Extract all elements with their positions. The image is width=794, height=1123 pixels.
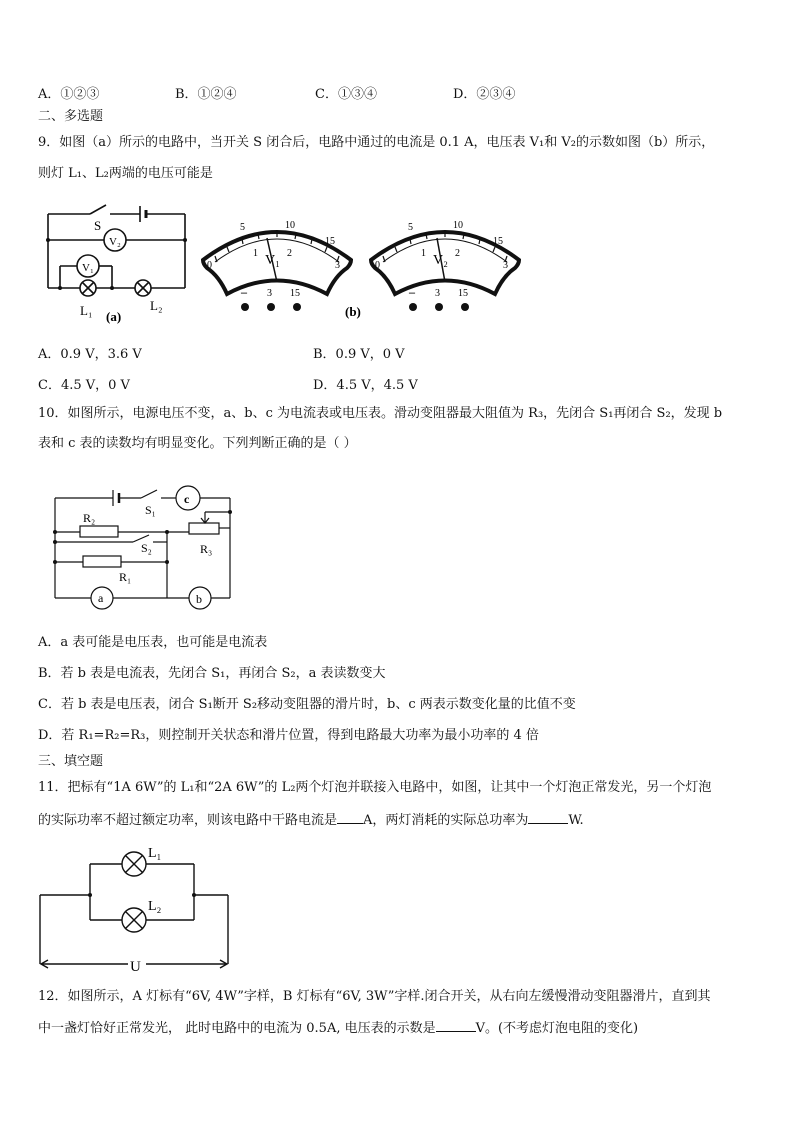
meter1-terminal-3: 3	[267, 288, 272, 299]
meter1-label: V₁	[265, 253, 280, 268]
q11-blank-current[interactable]	[337, 811, 363, 824]
meter2-lower-3: 3	[503, 260, 508, 271]
meter2-terminal-3: 3	[435, 288, 440, 299]
meter2-lower-2: 2	[455, 248, 460, 259]
meter2-lower-0: 0	[375, 260, 380, 271]
q9-option-a: A．0.9 V，3.6 V	[38, 347, 142, 362]
q10-stem-line2: 表和 c 表的读数均有明显变化。下列判断正确的是（ ）	[38, 436, 357, 451]
q11-circuit-figure	[38, 840, 238, 975]
q8-option-d: D．②③④	[453, 87, 516, 102]
voltmeter-v1-dial	[203, 220, 351, 311]
voltage-u-label: U	[130, 959, 141, 975]
q9-option-c: C．4.5 V，0 V	[38, 378, 130, 393]
q8-option-a: A．①②③	[38, 87, 100, 102]
section-multi-choice: 二、多选题	[38, 109, 104, 124]
q8-option-b: B．①②④	[175, 87, 237, 102]
meter1-lower-2: 2	[287, 248, 292, 259]
figure-a-caption: (a)	[106, 309, 122, 324]
l2-label: L₂	[150, 298, 163, 313]
q10-option-b: B．若 b 表是电流表，先闭合 S₁，再闭合 S₂，a 表读数变大	[38, 666, 386, 681]
voltmeter-v2-dial	[371, 220, 519, 311]
meter1-lower-1: 1	[253, 248, 258, 259]
q11-blank-power[interactable]	[528, 811, 568, 824]
q10-option-a: A．a 表可能是电压表，也可能是电流表	[38, 635, 268, 650]
meter2-terminal-neg: –	[409, 285, 415, 299]
meter2-upper-5: 5	[408, 222, 413, 233]
q9-option-b: B．0.9 V，0 V	[313, 347, 405, 362]
meter1-upper-10: 10	[285, 220, 295, 231]
meter-b-label: b	[196, 592, 202, 606]
meter2-upper-10: 10	[453, 220, 463, 231]
q9-meter-figure-b	[195, 212, 525, 324]
q8-option-c: C．①③④	[315, 87, 377, 102]
l1-label: L₁	[148, 846, 162, 861]
q10-circuit-figure	[45, 480, 245, 615]
meter1-upper-15: 15	[325, 236, 335, 247]
meter2-lower-1: 1	[421, 248, 426, 259]
meter1-terminal-15: 15	[290, 288, 300, 299]
r2-label: R₂	[83, 511, 96, 525]
q12-stem-line1: 12．如图所示，A 灯标有“6V, 4W”字样，B 灯标有“6V, 3W”字样.闭合开关，从右向左缓慢滑动变阻器滑片，直到其	[38, 989, 711, 1004]
v2-label: V₂	[109, 236, 121, 248]
meter2-upper-15: 15	[493, 236, 503, 247]
q10-option-c: C．若 b 表是电压表，闭合 S₁断开 S₂移动变阻器的滑片时，b、c 两表示数变化量的比值不变	[38, 697, 576, 712]
q11-stem-line2: 的实际功率不超过额定功率，则该电路中干路电流是 A，两灯消耗的实际总功率为 W.	[38, 813, 584, 828]
q9-option-d: D．4.5 V，4.5 V	[313, 378, 418, 393]
switch-label: S	[94, 218, 102, 233]
meter1-lower-3: 3	[335, 260, 340, 271]
figure-b-caption: (b)	[345, 304, 361, 319]
r3-label: R₃	[200, 542, 213, 556]
q9-stem-line1: 9．如图（a）所示的电路中，当开关 S 闭合后，电路中通过的电流是 0.1 A，电压表 V₁和 V₂的示数如图（b）所示，	[38, 135, 715, 150]
meter-c-label: c	[184, 492, 190, 506]
section-fill-in: 三、填空题	[38, 754, 104, 769]
s1-label: S₁	[145, 503, 156, 517]
meter2-terminal-15: 15	[458, 288, 468, 299]
q10-option-d: D．若 R₁=R₂=R₃，则控制开关状态和滑片位置，得到电路最大功率为最小功率的 4 倍	[38, 728, 539, 743]
meter-a-label: a	[98, 591, 104, 605]
v1-label: V₁	[82, 262, 94, 274]
q12-blank-voltage[interactable]	[436, 1019, 476, 1032]
q11-stem-line1: 11．把标有“1A 6W”的 L₁和“2A 6W”的 L₂两个灯泡并联接入电路中，如图，让其中一个灯泡正常发光，另一个灯泡	[38, 780, 712, 795]
q9-circuit-figure-a	[40, 200, 200, 325]
l2-label: L₂	[148, 899, 162, 914]
l1-label: L₁	[80, 303, 93, 318]
q10-stem-line1: 10．如图所示，电源电压不变，a、b、c 为电流表或电压表。滑动变阻器最大阻值为 R₃，先闭合 S₁再闭合 S₂，发现 b	[38, 406, 723, 421]
q9-stem-line2: 则灯 L₁、L₂两端的电压可能是	[38, 166, 213, 181]
meter1-lower-0: 0	[207, 260, 212, 271]
meter1-upper-5: 5	[240, 222, 245, 233]
meter2-label: V₂	[433, 253, 448, 268]
q12-stem-line2: 中一盏灯恰好正常发光， 此时电路中的电流为 0.5A, 电压表的示数是 V。(不考虑灯泡电阻的变化)	[38, 1021, 639, 1036]
r1-label: R₁	[119, 570, 132, 584]
s2-label: S₂	[141, 541, 152, 555]
meter1-terminal-neg: –	[241, 285, 247, 299]
